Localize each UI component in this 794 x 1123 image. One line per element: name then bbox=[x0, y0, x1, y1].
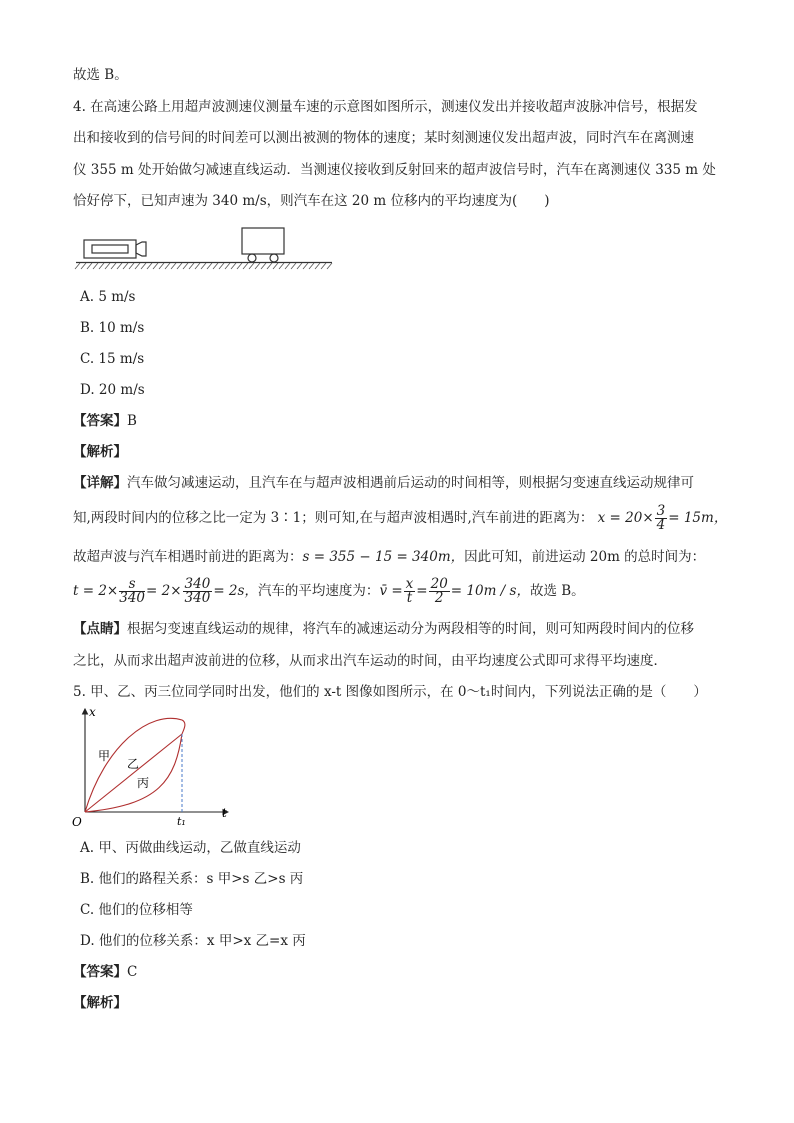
q4-analysis-tag bbox=[73, 443, 127, 461]
detail-text: 知,两段时间内的位移之比一定为 3∶1；则可知,在与超声波相遇时,汽车前进的距离为： bbox=[73, 510, 594, 526]
axis-label-x: x bbox=[89, 705, 96, 719]
detail-text: 汽车的平均速度为： bbox=[257, 583, 380, 599]
tip-text: 根据匀变速直线运动的规律，将汽车的减速运动分为两段相等的时间，则可知两段时间内的位移 bbox=[127, 621, 694, 637]
q4-tip-line-2: 之比，从而求出超声波前进的位移，从而求出汽车运动的时间，由平均速度公式即可求得平均速度． bbox=[73, 653, 667, 669]
q5-xt-graph bbox=[70, 705, 240, 830]
detail-text: 汽车做匀减速运动，且汽车在与超声波相遇前后运动的时间相等，则根据匀变速直线运动规律可 bbox=[127, 475, 694, 491]
previous-conclusion: 故选 B。 bbox=[73, 67, 128, 83]
q4-option-a: A. 5 m/s bbox=[80, 289, 136, 305]
q5-analysis-tag bbox=[73, 994, 127, 1012]
tip-tag: 【点睛】 bbox=[73, 621, 127, 637]
label-bing: 丙 bbox=[137, 776, 150, 790]
formula-x: x = 20× $\frac{3}{4}$ = 15m， bbox=[597, 503, 728, 533]
origin-label: O bbox=[72, 815, 82, 829]
answer-value: C bbox=[127, 964, 138, 980]
q4-detail-line-2 bbox=[73, 505, 727, 532]
q4-detail-line-3 bbox=[73, 548, 705, 566]
q4-detail-line-1 bbox=[73, 474, 694, 492]
ground-hatching bbox=[75, 263, 332, 269]
detail-text: 故选 B。 bbox=[529, 583, 585, 599]
speed-gun-icon bbox=[84, 240, 146, 258]
q4-answer bbox=[73, 412, 137, 430]
label-yi: 乙 bbox=[127, 757, 140, 771]
formula-v: v̄ = $\frac{x}{t}$ = $\frac{20}{2}$ = 10m / s， bbox=[379, 576, 530, 606]
analysis-tag: 【解析】 bbox=[73, 444, 127, 460]
detail-tag: 【详解】 bbox=[73, 475, 127, 491]
t1-label: t₁ bbox=[177, 815, 186, 828]
q4-stem-line-3: 仪 355 m 处开始做匀减速直线运动．当测速仪接收到反射回来的超声波信号时，汽车在离测速仪 335 m 处 bbox=[73, 162, 716, 178]
answer-value: B bbox=[127, 413, 137, 429]
q4-tip-line-1 bbox=[73, 620, 694, 638]
answer-tag: 【答案】 bbox=[73, 964, 127, 980]
formula-t: t = 2× $\frac{s}{340}$ = 2× $\frac{340}{340}$ = 2s， bbox=[73, 576, 258, 606]
detail-text: 故超声波与汽车相遇时前进的距离为： bbox=[73, 549, 303, 565]
q4-stem-line-4: 恰好停下，已知声速为 340 m/s，则汽车在这 20 m 位移内的平均速度为( ) bbox=[73, 193, 550, 209]
q4-option-b: B. 10 m/s bbox=[80, 320, 145, 336]
line-yi bbox=[85, 734, 182, 812]
q5-stem: 5. 甲、乙、丙三位同学同时出发，他们的 x-t 图像如图所示，在 0～t₁时间内，下列说法正确的是（ ） bbox=[73, 684, 707, 700]
axis-label-t: t bbox=[222, 806, 227, 820]
answer-tag: 【答案】 bbox=[73, 413, 127, 429]
analysis-tag: 【解析】 bbox=[73, 995, 127, 1011]
q5-option-c: C. 他们的位移相等 bbox=[80, 902, 193, 918]
detail-text: 因此可知，前进运动 20m 的总时间为： bbox=[464, 549, 706, 565]
q4-option-c: C. 15 m/s bbox=[80, 351, 145, 367]
q4-detail-line-4 bbox=[73, 578, 585, 605]
label-jia: 甲 bbox=[98, 749, 111, 763]
q4-stem-line-1: 4. 在高速公路上用超声波测速仪测量车速的示意图如图所示，测速仪发出并接收超声波脉冲信号，根据发 bbox=[73, 99, 698, 115]
q5-option-b: B. 他们的路程关系：s 甲>s 乙>s 丙 bbox=[80, 871, 304, 887]
q4-stem-line-2: 出和接收到的信号间的时间差可以测出被测的物体的速度；某时刻测速仪发出超声波，同时汽车在离测速 bbox=[73, 130, 694, 146]
q4-option-d: D. 20 m/s bbox=[80, 382, 145, 398]
q5-option-d: D. 他们的位移关系：x 甲>x 乙=x 丙 bbox=[80, 933, 306, 949]
q5-option-a: A. 甲、丙做曲线运动，乙做直线运动 bbox=[80, 840, 301, 856]
formula-s: s = 355 − 15 = 340m， bbox=[302, 549, 465, 565]
q5-answer bbox=[73, 963, 137, 981]
car-icon bbox=[242, 228, 284, 262]
q4-diagram bbox=[76, 224, 336, 270]
